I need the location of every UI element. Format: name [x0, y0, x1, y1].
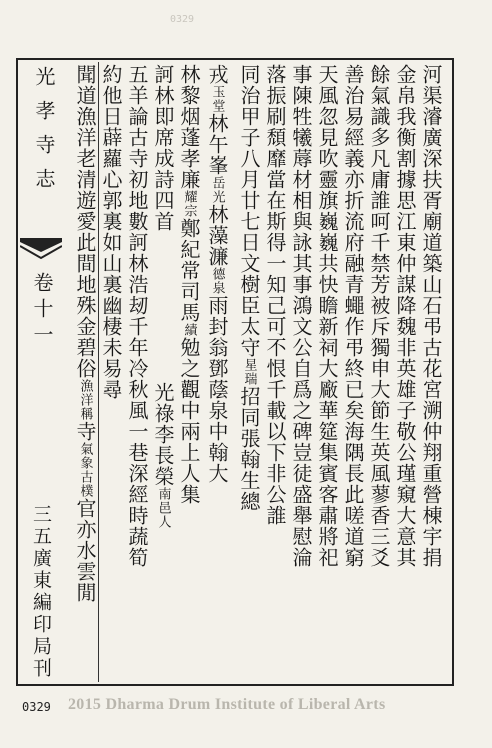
- text-column-13: [98, 64, 124, 400]
- column-text: 同治甲子八月廿七日文樹臣太守: [237, 64, 261, 358]
- column-text-tail: 光祿李長榮: [151, 382, 175, 487]
- column-text: 聞道漁洋老清遊愛此間地殊金碧俗: [73, 64, 97, 379]
- text-column-7: [262, 64, 288, 526]
- printer-label: 三五廣東編印局刊: [30, 504, 52, 680]
- text-column-4: [340, 64, 366, 568]
- column-text: 天風忽見吹靈旗巍巍共快瞻新祠大廠華筵集賓客肅將祀: [315, 64, 339, 568]
- text-column-3: [366, 64, 392, 568]
- column-text: 落振刷頹靡當在斯得一知己可不恨千載以下非公誰: [263, 64, 287, 526]
- text-column-8: [236, 64, 262, 512]
- column-note: 星瑞: [241, 358, 257, 386]
- column-text: 林午峯: [205, 113, 229, 176]
- text-column-14: [72, 64, 98, 603]
- column-text: 訶林即席成詩四首: [151, 64, 175, 232]
- text-column-10: [176, 64, 202, 505]
- chapter-label: 卷十一: [30, 272, 54, 350]
- fish-tail-mark-icon: [20, 238, 62, 260]
- column-note: 績: [181, 323, 197, 337]
- watermark: 2015 Dharma Drum Institute of Liberal Arts: [68, 696, 386, 713]
- text-column-11: [150, 64, 176, 529]
- column-text: 河渠濬廣深扶胥廟道築山石弔古花宮溯仲翔重營棟宇捐: [419, 64, 443, 568]
- text-column-5: [314, 64, 340, 568]
- text-column-9: [204, 64, 230, 484]
- text-column-6: [288, 64, 314, 568]
- text-column-2: [392, 64, 418, 568]
- column-text: 戎: [205, 64, 229, 85]
- column-text-tail: 雨封翁鄧蔭泉中翰大: [205, 295, 229, 484]
- text-column-12: [124, 64, 150, 568]
- column-text: 約他日薜蘿心郭裏如山裏幽棲未易尋: [99, 64, 123, 400]
- column-text-tail: 寺: [73, 421, 97, 442]
- book-title: 光孝寺志: [32, 66, 56, 202]
- column-note: 南邑人: [155, 487, 171, 529]
- column-note: 岳光: [209, 176, 225, 204]
- text-column-1: [418, 64, 444, 568]
- column-note: 玉堂: [209, 85, 225, 113]
- column-text: 餘氣識多凡庸誰呵千禁芳被斥獨申大節生英風蓼香三爻: [367, 64, 391, 568]
- column-text: 林藻濂: [205, 204, 229, 267]
- column-text: 善治易經義亦折流府融青蠅作弔終已矣海隅長此嗟道窮: [341, 64, 365, 568]
- column-text-tail: 鄭紀常司馬: [177, 218, 201, 323]
- column-text-tail: 官亦水雲閒: [73, 498, 97, 603]
- column-text-tail: 招同張翰生總: [237, 386, 261, 512]
- scan-stamp: 0329: [170, 14, 195, 25]
- column-text: 五羊論古寺初地數訶林浩刼千年冷秋風一巷深經時蔬筍: [125, 64, 149, 568]
- column-note: 氣象古樸: [77, 442, 93, 498]
- column-text: 金帛我衡割據思江東仲謀降魏非英雄子敬公瑾窺大意其: [393, 64, 417, 568]
- column-note: 漁洋稱: [77, 379, 93, 421]
- column-note: 耀宗: [181, 190, 197, 218]
- page-number: 0329: [22, 700, 51, 714]
- column-text: 事陳牲犧蓐材相與詠其事鴻文公自爲之碑豈徒盛舉慰淪: [289, 64, 313, 568]
- column-note: 德泉: [209, 267, 225, 295]
- column-text: 林黎烟蓬孝廉: [177, 64, 201, 190]
- column-text-tail: 勉之觀中兩上人集: [177, 337, 201, 505]
